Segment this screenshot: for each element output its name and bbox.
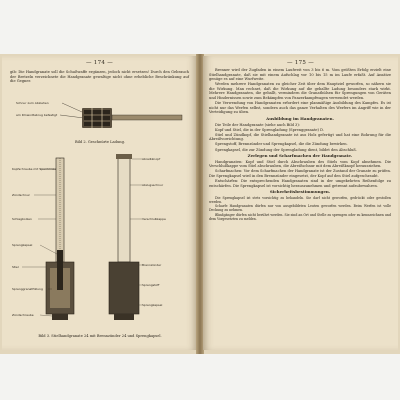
fig2-label-left-0: Kopfschraube mit Sperrklinke: [12, 167, 57, 171]
section1-line: Die Teile der Handgranate (siehe auch Bild 3):: [215, 122, 300, 127]
section2-line: Handgranaten: Kopf und Stiel durch Abschrauben des Stiels vom Kopf abnehmen. Die Verschlußkappe vom Stiel abschrauben, die Abreißschnur mit dem Abreißknopf herausziehen.: [209, 159, 391, 169]
section1-line: Sprengkapsel, die zur Zündung der Sprengladung dient, bildet den Abschluß.: [215, 147, 357, 152]
figure2-caption: Bild 3. Stielhandgranate 24 mit Brennzünder 24 und Sprengkapsel.: [38, 334, 162, 338]
left-intro-text: gib: Die Handgranate soll die Schußwaffe ergänzen, jedoch nicht ersetzen! Durch den Gebrauch der Bretzeln verzeichnete die Handgranate gewaltige nicht ohne erhebliche Beschränkung auf die Gegner.: [10, 70, 189, 84]
figure-stick-grenade: [10, 150, 190, 330]
figure2-labels-right: [142, 157, 166, 307]
section1-line: Stiel und Zündkopf, die Stielhandgranate ist aus Holz gefertigt und hat eine Bohrung für die Abreißvorrichtung.: [209, 132, 391, 142]
section3-line: Blindgänger dürfen nicht berührt werden. Sie sind an Ort und Stelle zu sprengen oder zu kennzeichnen und dem Vorgesetzten zu melden.: [209, 212, 391, 221]
fig2-label-left-5: Sprenggranatfüllung: [12, 287, 43, 291]
section3-line: Die Sprengkapsel ist stets vorsichtig zu behandeln. Sie darf nicht geworfen, gedrückt oder gestoßen werden.: [209, 195, 391, 204]
fig2-label-right-2: Verschlußkappe: [142, 217, 166, 221]
section3-line: Scharfe Handgranaten dürfen nur von ausgebildeten Leuten geworfen werden. Beim Werfen ist volle Deckung zu nehmen.: [209, 204, 391, 213]
figure1-caption: Bild 2. Geschnürte Ladung.: [74, 140, 126, 144]
right-page: [203, 56, 398, 350]
figure-tied-charge: [12, 96, 192, 138]
figure1-fuse-label: am Rmwodtabrug befestigt: [16, 113, 58, 117]
fig2-label-right-5: Sprengkapsel: [142, 303, 163, 307]
fig2-label-left-4: Stiel: [12, 265, 19, 269]
fig2-label-right-0: Abreißknopf: [142, 157, 161, 161]
fig2-label-right-4: Sprengstoff: [142, 283, 160, 287]
figure1-cord-label: Schnur zum Abziehen: [16, 101, 49, 105]
section2-line: Entschärfen: Die entsprechenden Handgranaten sind in der umgekehrten Reihenfolge zu entschärfen. Die Sprengkapsel ist vorsichtig herauszunehmen und getrennt aufzubewahren.: [209, 179, 391, 188]
open-book: [0, 54, 400, 354]
right-page-number: — 175 —: [286, 60, 315, 66]
fig2-label-left-1: Zündschnur: [12, 193, 30, 197]
section2-line: Scharfmachen: Vor dem Scharfmachen der Handgranate ist der Zustand der Granate zu prüfen. Die Sprengkapsel wird in den Brennzünder eingesetzt, der Kopf auf den Stiel aufgeschraubt.: [209, 169, 391, 178]
right-paragraph: Brenner wird der Zugfaden in einem Laufweit von 3 bis 6 m. Vom größten Erfolg erzielt eine Stielhandgranate, daß sie mit einem Aufschlag vor 10 bis 15 m im Laufe erfaßt. Auf Ansätze genüge es auf eine Wurfweite.: [209, 68, 391, 82]
section-heading: Ausbildung im Handgranaten.: [266, 115, 334, 121]
right-paragraph: Die Verwendung von Handgranaten erfordert eine planmäßige Ausbildung des Kampfes. Es ist nicht nur das Werfen selbst, sondern auch das ganze Verhalten des Werfers im Angriff wie in der Verteidigung zu üben.: [209, 101, 391, 115]
section-heading: Sicherheitsbestimmungen.: [269, 189, 331, 195]
right-page-body: [209, 68, 391, 221]
fig2-label-left-6: Zündschraube: [12, 313, 34, 317]
section1-line: Kopf und Stiel, die in der Sprengladung (Sprenggranate) D.: [215, 127, 324, 132]
section-heading: Zerlegen und Scharfmachen der Handgranate.: [247, 153, 353, 159]
section1-line: Sprengstoff, Brennzünder und Sprengkapsel, die die Zündung bewirken.: [215, 142, 348, 147]
right-paragraph: Werden mehrere Handgranaten zu gleicher Zeit über dem Hauptziel geworfen, so nähern sie die Wirkung. Man rechnet, daß die Wirkung auf die geballte Ladung besonders stark wirkt. Mehrere Handgranaten, die geballt, vermindern die Granathülsen für Sprengungen von Geräten und Hindernissen sowie zum Bekämpfen von Panzerkampfwagen verwendet werden.: [209, 82, 391, 101]
left-page: [2, 56, 197, 350]
left-page-number: — 174 —: [85, 60, 114, 66]
fig2-label-right-1: Abzugsschnur: [142, 183, 164, 187]
fig2-label-right-3: Brennzünder: [142, 263, 162, 267]
fig2-label-left-2: Schlagbolzen: [12, 217, 32, 221]
fig2-label-left-3: Sprengkapsel: [12, 243, 33, 247]
